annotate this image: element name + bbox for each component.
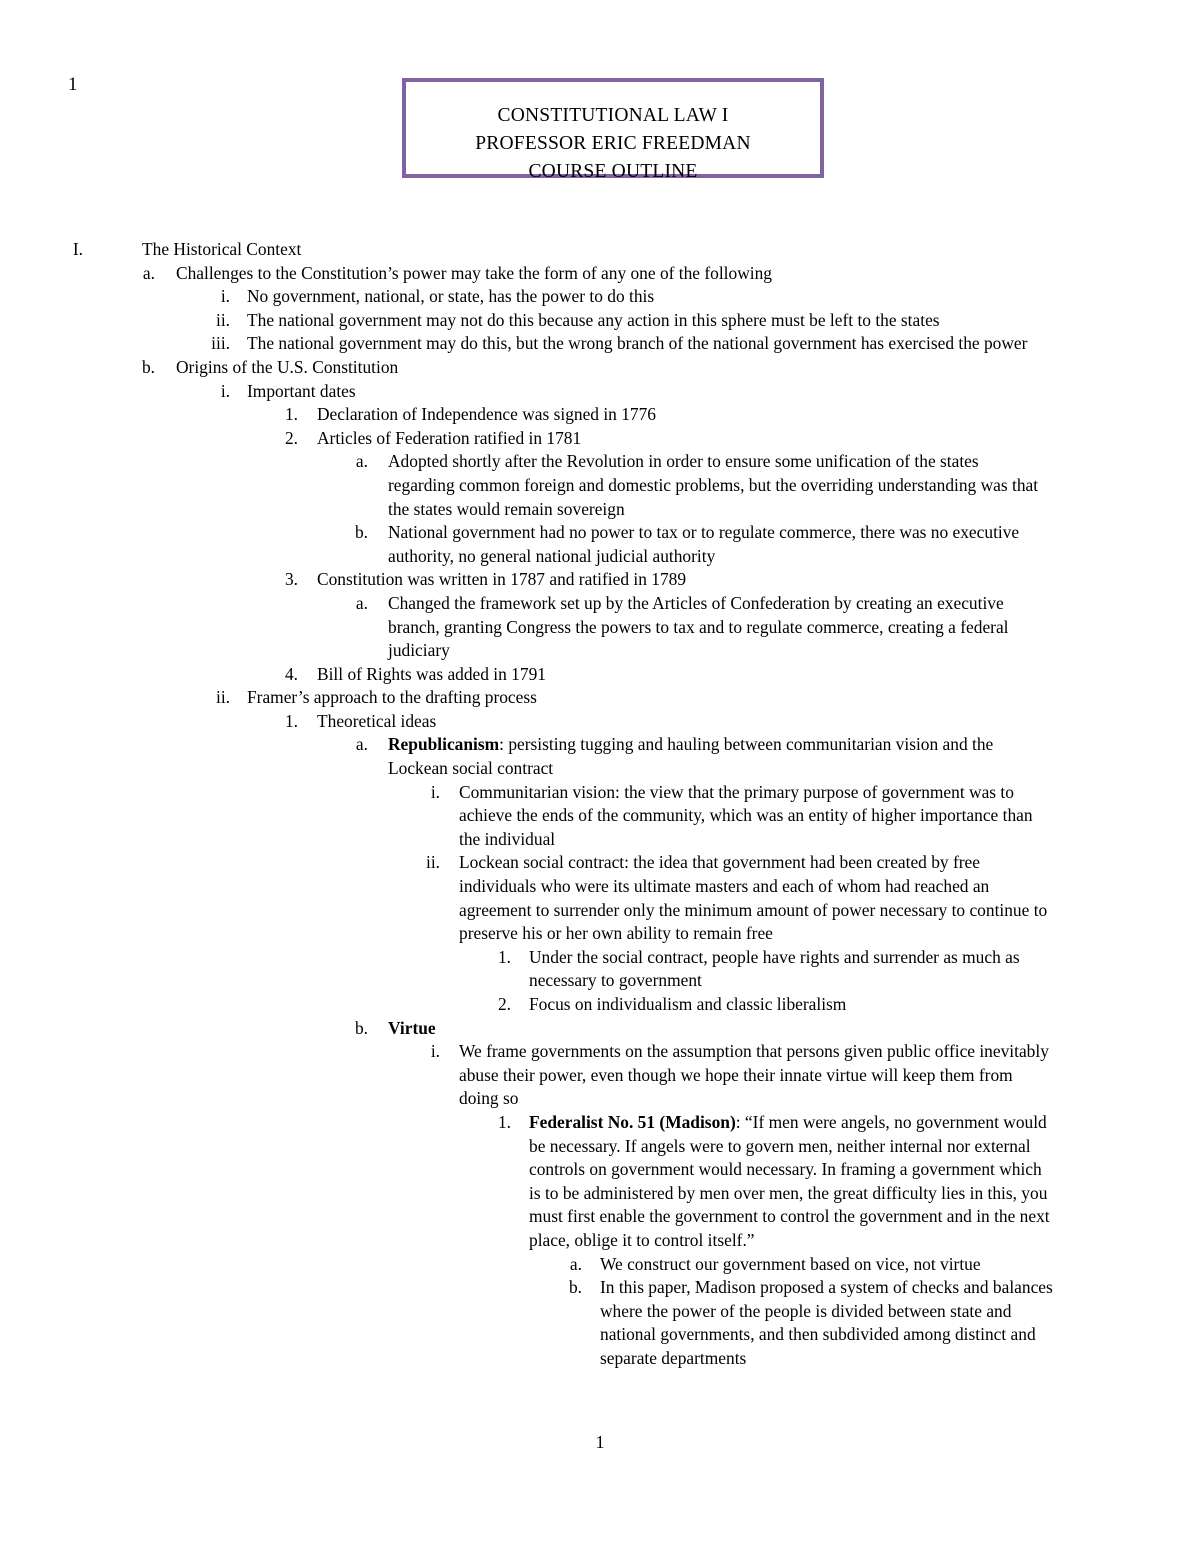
outline-text-body: Important dates bbox=[247, 380, 356, 401]
outline-text-body: be necessary. If angels were to govern men, neither internal nor external bbox=[529, 1135, 1031, 1156]
outline-text-body: Changed the framework set up by the Articles of Confederation by creating an executive bbox=[388, 592, 1004, 613]
outline-text bbox=[459, 1064, 1013, 1088]
outline-line bbox=[0, 238, 1200, 262]
outline-text bbox=[529, 946, 1020, 970]
outline-text-body: Adopted shortly after the Revolution in order to ensure some unification of the states bbox=[388, 451, 979, 472]
outline-line bbox=[0, 757, 1200, 781]
outline-marker: a. bbox=[142, 262, 155, 283]
outline-text-body: Under the social contract, people have rights and surrender as much as bbox=[529, 946, 1020, 967]
outline-text-body: regarding common foreign and domestic problems, but the overriding understanding was that bbox=[388, 474, 1039, 495]
outline-text bbox=[247, 380, 356, 404]
outline-marker: i. bbox=[430, 1041, 440, 1062]
outline-marker: i. bbox=[430, 781, 440, 802]
outline-text-body: No government, national, or state, has the power to do this bbox=[247, 286, 655, 307]
outline-line bbox=[0, 1205, 1200, 1229]
course-outline bbox=[0, 238, 1200, 1371]
outline-line bbox=[0, 1276, 1200, 1300]
outline-text-body: : “If men were angels, no government would bbox=[735, 1111, 1047, 1132]
professor-name: PROFESSOR ERIC FREEDMAN bbox=[475, 133, 751, 154]
outline-text bbox=[317, 427, 581, 451]
outline-text bbox=[459, 851, 980, 875]
outline-text-body: must first enable the government to control the government and in the next bbox=[529, 1206, 1050, 1227]
outline-line bbox=[0, 1135, 1200, 1159]
outline-text bbox=[317, 663, 546, 687]
outline-line bbox=[0, 1347, 1200, 1371]
outline-text-body: achieve the ends of the community, which was an entity of higher importance than bbox=[459, 805, 1033, 826]
outline-line bbox=[0, 616, 1200, 640]
outline-marker: a. bbox=[569, 1253, 582, 1274]
outline-marker: 1. bbox=[497, 1111, 511, 1132]
outline-text bbox=[142, 238, 301, 262]
page-number-bottom: 1 bbox=[595, 1432, 605, 1452]
outline-marker: i. bbox=[220, 380, 230, 401]
outline-line bbox=[0, 922, 1200, 946]
outline-marker: 1. bbox=[497, 946, 511, 967]
outline-text bbox=[459, 781, 1014, 805]
outline-line bbox=[0, 427, 1200, 451]
document-type: COURSE OUTLINE bbox=[528, 161, 698, 182]
outline-line bbox=[0, 710, 1200, 734]
outline-text-body: national governments, and then subdivided among distinct and bbox=[600, 1324, 1036, 1345]
outline-line bbox=[0, 592, 1200, 616]
outline-marker: a. bbox=[355, 451, 368, 472]
outline-text-body: Lockean social contract: the idea that government had been created by free bbox=[459, 852, 980, 873]
outline-line bbox=[0, 1158, 1200, 1182]
outline-line bbox=[0, 1064, 1200, 1088]
outline-line bbox=[0, 946, 1200, 970]
outline-text-body: Framer’s approach to the drafting process bbox=[247, 687, 537, 708]
outline-text-body: The national government may do this, but the wrong branch of the national government has exercised the power bbox=[247, 333, 1028, 354]
outline-line bbox=[0, 1253, 1200, 1277]
outline-line bbox=[0, 1040, 1200, 1064]
outline-line bbox=[0, 285, 1200, 309]
page-number-top: 1 bbox=[68, 74, 78, 95]
outline-text-body: controls on government would necessary. In framing a government which bbox=[529, 1159, 1042, 1180]
outline-line bbox=[0, 498, 1200, 522]
outline-text-body: individuals who were its ultimate masters and each of whom had reached an bbox=[459, 876, 990, 897]
outline-text bbox=[529, 1182, 1047, 1206]
outline-text bbox=[388, 616, 1009, 640]
outline-text-body: agreement to surrender only the minimum amount of power necessary to continue to bbox=[459, 899, 1048, 920]
outline-marker: ii. bbox=[425, 852, 440, 873]
outline-marker: 1. bbox=[284, 710, 298, 731]
outline-line bbox=[0, 356, 1200, 380]
outline-line bbox=[0, 545, 1200, 569]
outline-text-body: Focus on individualism and classic liberalism bbox=[529, 994, 847, 1014]
outline-line bbox=[0, 403, 1200, 427]
outline-text bbox=[600, 1323, 1036, 1347]
outline-line bbox=[0, 875, 1200, 899]
outline-text-body: Origins of the U.S. Constitution bbox=[176, 356, 399, 377]
outline-text-body: is to be administered by men over men, the great difficulty lies in this, you bbox=[529, 1182, 1048, 1203]
title-box bbox=[402, 78, 824, 182]
outline-marker: 4. bbox=[284, 663, 298, 684]
outline-line bbox=[0, 568, 1200, 592]
outline-text bbox=[176, 262, 772, 286]
outline-text bbox=[247, 686, 537, 710]
outline-text bbox=[600, 1347, 746, 1371]
outline-line bbox=[0, 474, 1200, 498]
outline-line bbox=[0, 1087, 1200, 1111]
outline-marker: i. bbox=[220, 286, 230, 307]
outline-line bbox=[0, 309, 1200, 333]
outline-text bbox=[388, 592, 1004, 616]
outline-text-body: doing so bbox=[459, 1088, 519, 1109]
outline-text-body: Articles of Federation ratified in 1781 bbox=[317, 427, 582, 448]
outline-marker: iii. bbox=[211, 333, 230, 354]
outline-marker: a. bbox=[355, 734, 368, 755]
outline-text-body: the individual bbox=[459, 828, 556, 849]
outline-text bbox=[529, 1229, 755, 1253]
course-title: CONSTITUTIONAL LAW I bbox=[497, 105, 729, 126]
outline-marker: ii. bbox=[215, 309, 230, 330]
outline-text bbox=[600, 1300, 1011, 1324]
outline-text bbox=[459, 899, 1047, 923]
outline-text-body: : persisting tugging and hauling between communitarian vision and the bbox=[499, 734, 994, 755]
outline-line bbox=[0, 262, 1200, 286]
outline-text bbox=[459, 1087, 518, 1111]
outline-text bbox=[529, 1111, 1047, 1135]
outline-marker: b. bbox=[568, 1277, 582, 1298]
outline-text-body: branch, granting Congress the powers to tax and to regulate commerce, creating a federal bbox=[388, 616, 1009, 637]
outline-text bbox=[388, 639, 450, 663]
outline-line bbox=[0, 663, 1200, 687]
outline-marker: 3. bbox=[284, 569, 298, 590]
outline-text bbox=[388, 521, 1019, 545]
outline-line bbox=[0, 851, 1200, 875]
outline-text bbox=[388, 757, 553, 781]
outline-text-body: where the power of the people is divided between state and bbox=[600, 1300, 1012, 1321]
outline-text bbox=[388, 498, 625, 522]
outline-text bbox=[247, 332, 1027, 356]
outline-line bbox=[0, 781, 1200, 805]
outline-text-body: authority, no general national judicial authority bbox=[388, 545, 716, 566]
outline-line bbox=[0, 521, 1200, 545]
outline-line bbox=[0, 1323, 1200, 1347]
outline-text-body: preserve his or her own ability to remain free bbox=[459, 923, 773, 944]
outline-text-body: abuse their power, even though we hope their innate virtue will keep them from bbox=[459, 1064, 1013, 1085]
outline-line bbox=[0, 450, 1200, 474]
outline-line bbox=[0, 993, 1200, 1017]
outline-text bbox=[317, 568, 686, 592]
outline-text bbox=[247, 285, 654, 309]
outline-text bbox=[459, 875, 989, 899]
outline-text-body: The national government may not do this because any action in this sphere must be left to the states bbox=[247, 309, 940, 330]
outline-line bbox=[0, 686, 1200, 710]
outline-line bbox=[0, 332, 1200, 356]
outline-text bbox=[529, 969, 702, 993]
outline-text bbox=[388, 450, 979, 474]
outline-text-body: place, oblige it to control itself.” bbox=[529, 1229, 755, 1250]
outline-text bbox=[529, 1205, 1050, 1229]
outline-text bbox=[388, 733, 993, 757]
outline-text bbox=[600, 1253, 981, 1277]
outline-text bbox=[600, 1276, 1053, 1300]
outline-line bbox=[0, 639, 1200, 663]
outline-marker: I. bbox=[72, 239, 83, 259]
outline-marker: ii. bbox=[215, 687, 230, 708]
outline-text-body: judiciary bbox=[388, 640, 450, 661]
outline-text bbox=[247, 309, 940, 333]
outline-text-body: Declaration of Independence was signed in 1776 bbox=[317, 404, 656, 425]
outline-marker: b. bbox=[354, 522, 368, 543]
outline-line bbox=[0, 1182, 1200, 1206]
outline-text bbox=[176, 356, 398, 380]
outline-text bbox=[459, 922, 773, 946]
outline-marker: b. bbox=[141, 356, 155, 377]
outline-text bbox=[529, 1158, 1042, 1182]
outline-text-body: Bill of Rights was added in 1791 bbox=[317, 663, 546, 684]
outline-text-body: necessary to government bbox=[529, 970, 702, 991]
outline-line bbox=[0, 804, 1200, 828]
outline-marker: 2. bbox=[497, 994, 511, 1014]
outline-line bbox=[0, 899, 1200, 923]
outline-text-body: We frame governments on the assumption that persons given public office inevitably bbox=[459, 1041, 1049, 1062]
outline-line bbox=[0, 1017, 1200, 1041]
outline-text-body: Challenges to the Constitution’s power may take the form of any one of the following bbox=[176, 262, 772, 283]
outline-text-body: The Historical Context bbox=[142, 239, 302, 259]
outline-text bbox=[388, 545, 715, 569]
outline-text-body: National government had no power to tax or to regulate commerce, there was no executive bbox=[388, 522, 1020, 543]
outline-line bbox=[0, 380, 1200, 404]
outline-marker: 2. bbox=[284, 427, 298, 448]
outline-marker: 1. bbox=[284, 404, 298, 425]
outline-text bbox=[459, 804, 1033, 828]
outline-line bbox=[0, 1111, 1200, 1135]
bold-term: Republicanism bbox=[388, 734, 500, 755]
outline-line bbox=[0, 1300, 1200, 1324]
outline-text-body: Constitution was written in 1787 and ratified in 1789 bbox=[317, 569, 687, 590]
outline-text bbox=[317, 403, 656, 427]
outline-line bbox=[0, 828, 1200, 852]
outline-text-body: We construct our government based on vice, not virtue bbox=[600, 1253, 981, 1274]
outline-text bbox=[388, 1017, 436, 1041]
bold-term: Federalist No. 51 (Madison) bbox=[529, 1111, 736, 1132]
outline-marker: b. bbox=[354, 1017, 368, 1038]
outline-text bbox=[459, 1040, 1049, 1064]
outline-text-body: In this paper, Madison proposed a system of checks and balances bbox=[600, 1277, 1053, 1298]
outline-text bbox=[529, 993, 846, 1017]
outline-text-body: Theoretical ideas bbox=[317, 710, 437, 731]
outline-text-body: the states would remain sovereign bbox=[388, 498, 625, 519]
outline-text-body: Lockean social contract bbox=[388, 758, 554, 779]
outline-text-body: separate departments bbox=[600, 1347, 747, 1368]
outline-marker: a. bbox=[355, 592, 368, 613]
bold-term: Virtue bbox=[388, 1017, 436, 1038]
outline-text bbox=[529, 1135, 1031, 1159]
outline-text bbox=[459, 828, 555, 852]
outline-text-body: Communitarian vision: the view that the primary purpose of government was to bbox=[459, 781, 1014, 802]
outline-line bbox=[0, 733, 1200, 757]
outline-text bbox=[317, 710, 436, 734]
outline-line bbox=[0, 1229, 1200, 1253]
outline-line bbox=[0, 969, 1200, 993]
outline-text bbox=[388, 474, 1038, 498]
